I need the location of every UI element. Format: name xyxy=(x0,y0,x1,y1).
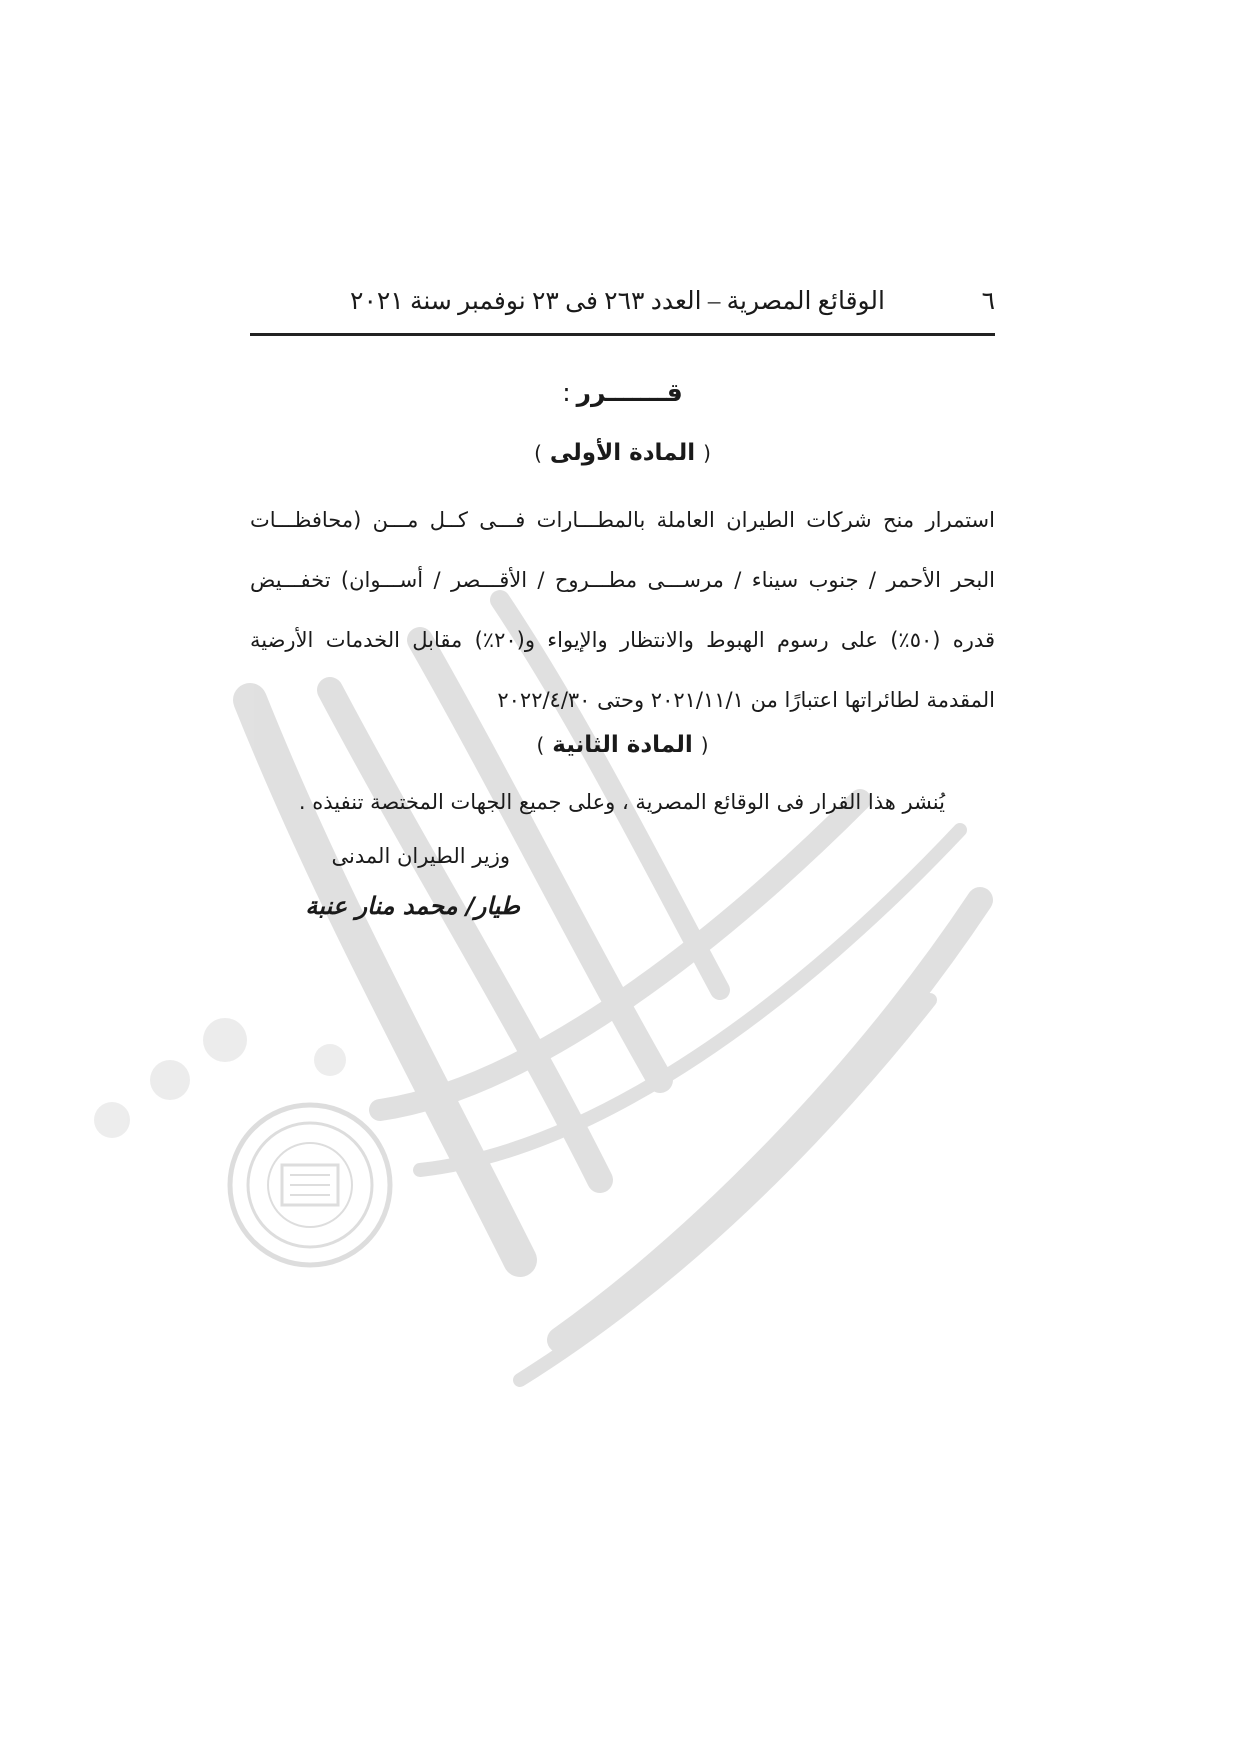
gazette-title: الوقائع المصرية – العدد ٢٦٣ فى ٢٣ نوفمبر سنة ٢٠٢١ xyxy=(350,288,885,315)
article-2-text: يُنشر هذا القرار فى الوقائع المصرية ، وعلى جميع الجهات المختصة تنفيذه . xyxy=(298,790,945,814)
page-number: ٦ xyxy=(981,288,995,315)
minister-title: وزير الطيران المدنى xyxy=(331,844,510,868)
article-2-close-paren: ) xyxy=(536,733,545,757)
document-content xyxy=(250,0,995,1754)
decision-colon: : xyxy=(562,378,571,407)
article-1-title: المادة الأولى xyxy=(549,440,696,466)
header-divider xyxy=(250,333,995,336)
article-1-heading xyxy=(250,440,995,466)
article-2-title: المادة الثانية xyxy=(552,732,693,758)
article-1-close-paren: ) xyxy=(534,441,542,465)
page-header xyxy=(250,286,995,326)
article-1-open-paren: ( xyxy=(703,441,711,465)
article-1-text: استمرار منح شركات الطيران العاملة بالمطـــارات فـــى كــل مـــن (محافظـــات البحر الأحمر / جنوب سيناء / مرســـى مطـــروح / الأقـــصر / أســـوان) تخفـــيض قدره (٥٠٪) على رسوم الهبوط والانتظار والإيواء و(٢٠٪) مقابل الخدمات الأرضية المقدمة لطائراتها اعتبارًا من ٢٠٢١/١١/١ وحتى ٢٠٢٢/٤/٣٠ xyxy=(250,508,995,712)
signature-block xyxy=(250,844,520,920)
decision-heading xyxy=(250,378,995,407)
minister-name: طيار/ محمد منار عنبة xyxy=(305,892,520,920)
article-2-open-paren: ( xyxy=(700,733,709,757)
decision-word: قـــــــرر xyxy=(576,378,683,407)
article-2-heading xyxy=(250,732,995,758)
